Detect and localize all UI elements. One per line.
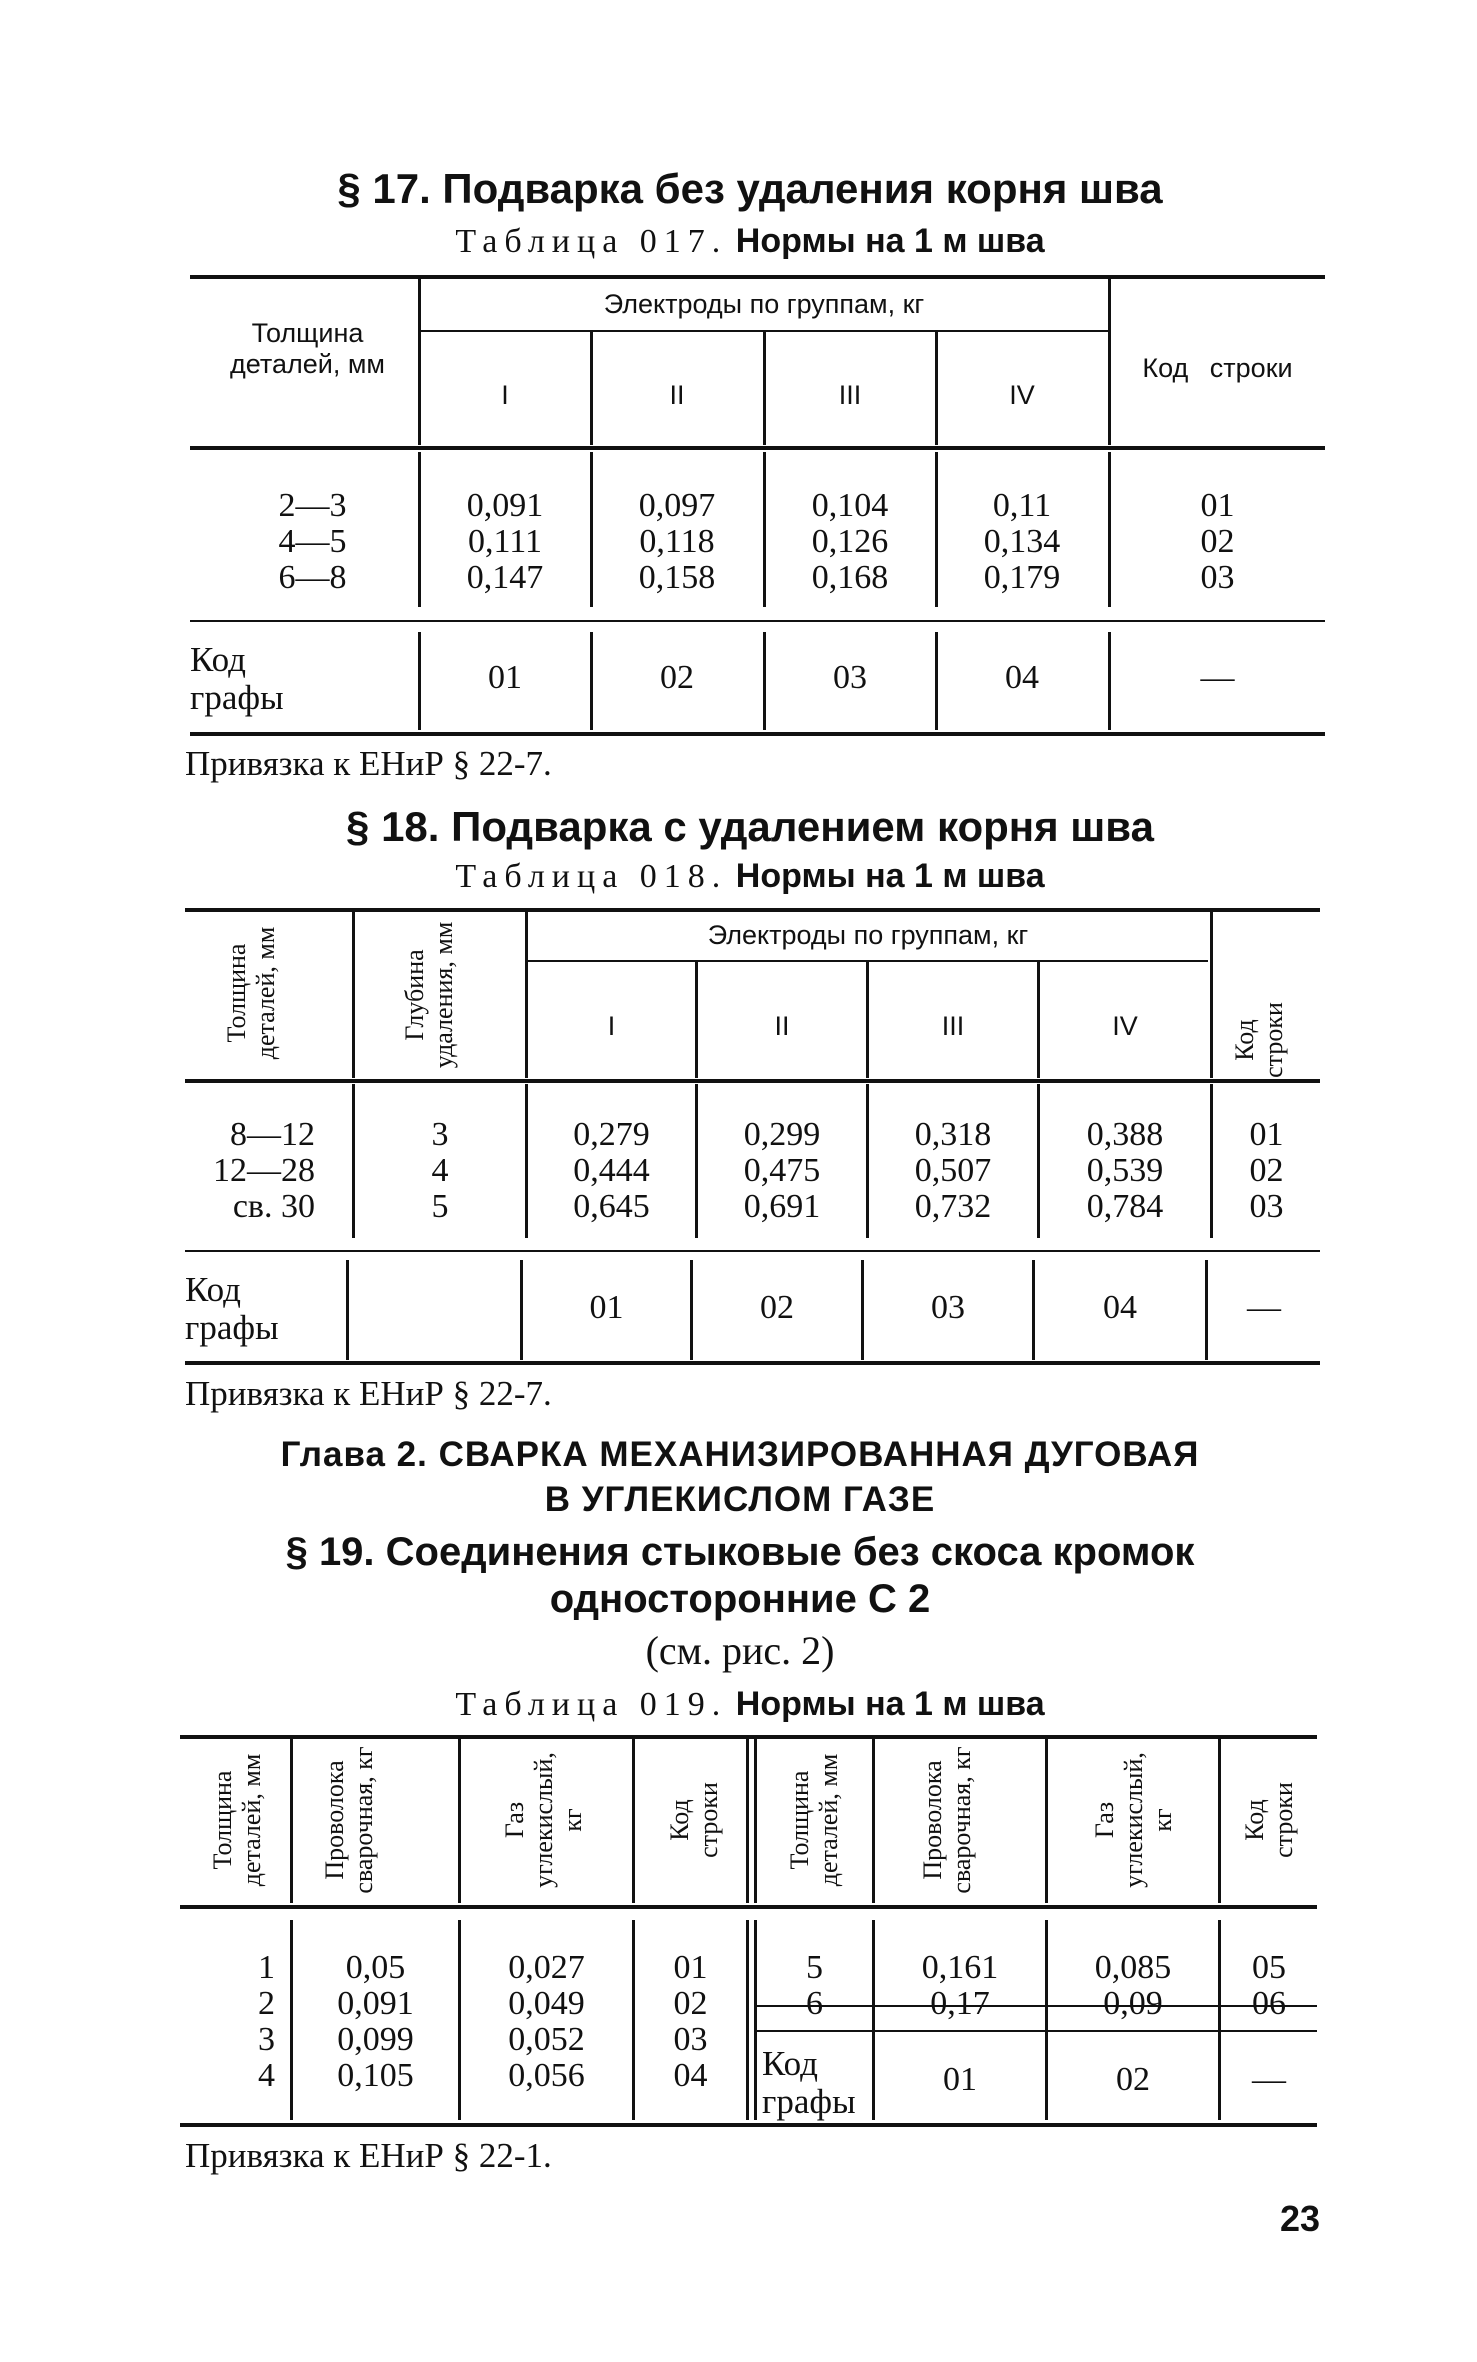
thickness-cell: 3 — [258, 2021, 275, 2058]
depth-cell: 3 — [431, 1116, 449, 1153]
value-cell: 0,279 — [573, 1116, 650, 1153]
chapter-title-line-2: В УГЛЕКИСЛОМ ГАЗЕ — [544, 1480, 936, 1519]
table-019-reference: Привязка к ЕНиР § 22-1. — [185, 2136, 552, 2175]
row-code-cell: 05 — [1252, 1949, 1286, 1986]
value-cell: 0,784 — [1086, 1188, 1164, 1225]
row-code-cell: 03 — [1200, 559, 1235, 596]
row-code-cell: 03 — [1249, 1188, 1284, 1225]
group-header: II — [774, 1011, 790, 1041]
row-code-cell: 02 — [1200, 523, 1235, 560]
thickness-cell: 6 — [806, 1985, 823, 2022]
wire-cell: 0,105 — [337, 2057, 414, 2094]
header-code: Код строки — [1142, 353, 1293, 383]
value-cell: 0,097 — [638, 487, 716, 524]
wire-cell: 0,161 — [921, 1949, 999, 1986]
wire-cell: 0,05 — [345, 1949, 406, 1986]
thickness-cell: 5 — [806, 1949, 823, 1986]
row-code-cell: 01 — [1200, 487, 1235, 524]
page-number: 23 — [1279, 2198, 1320, 2239]
section-19-subheading: (см. рис. 2) — [645, 1628, 835, 1673]
row-code-cell: 01 — [673, 1949, 708, 1986]
column-code-cell: 03 — [931, 1289, 965, 1326]
header-wire: Проволока сварочная, кг — [918, 1746, 976, 1894]
value-cell: 0,299 — [743, 1116, 821, 1153]
value-cell: 0,111 — [468, 523, 542, 560]
thickness-cell: 2—3 — [278, 487, 347, 524]
column-code-dash: — — [1200, 659, 1235, 696]
header-code: Код строки — [1230, 1002, 1288, 1078]
thickness-cell: 2 — [258, 1985, 275, 2022]
thickness-cell: 1 — [258, 1949, 275, 1986]
chapter-title-line-1: Глава 2. СВАРКА МЕХАНИЗИРОВАННАЯ ДУГОВАЯ — [280, 1435, 1200, 1474]
depth-cell: 4 — [431, 1152, 449, 1189]
gas-cell: 0,052 — [508, 2021, 585, 2058]
column-code-cell: 02 — [1116, 2061, 1150, 2098]
row-code-cell: 04 — [673, 2057, 708, 2094]
thickness-cell: 8—12 — [230, 1116, 315, 1153]
value-cell: 0,118 — [639, 523, 715, 560]
section-17-heading: § 17. Подварка без удаления корня шва — [337, 165, 1163, 212]
table-018-reference: Привязка к ЕНиР § 22-7. — [185, 1374, 552, 1413]
thickness-cell: 4 — [258, 2057, 275, 2094]
header-wire: Проволока сварочная, кг — [320, 1746, 378, 1894]
table-018-caption — [300, 857, 1200, 896]
column-code-label: Код графы — [190, 640, 284, 717]
section-19-heading-line-2: односторонние С 2 — [549, 1577, 931, 1621]
value-cell: 0,134 — [983, 523, 1061, 560]
table-017-caption-prefix: Таблица 017. — [455, 223, 728, 260]
value-cell: 0,168 — [811, 559, 889, 596]
column-code-cell: 01 — [943, 2061, 977, 2098]
value-cell: 0,179 — [983, 559, 1061, 596]
column-code-cell: 04 — [1005, 659, 1039, 696]
row-code-cell: 03 — [673, 2021, 708, 2058]
value-cell: 0,507 — [914, 1152, 992, 1189]
header-thickness: Толщина деталей, мм — [208, 1753, 266, 1887]
gas-cell: 0,027 — [508, 1949, 585, 1986]
table-019-caption-main: Нормы на 1 м шва — [735, 1685, 1045, 1723]
group-header: IV — [1009, 380, 1035, 410]
gas-cell: 0,085 — [1094, 1949, 1172, 1986]
table-019-caption — [300, 1685, 1200, 1724]
wire-cell: 0,091 — [337, 1985, 414, 2022]
header-thickness: Толщина деталей, мм — [222, 926, 280, 1060]
value-cell: 0,444 — [573, 1152, 650, 1189]
column-code-cell: 03 — [833, 659, 867, 696]
column-code-cell: 02 — [660, 659, 694, 696]
header-code: Код строки — [665, 1782, 723, 1858]
depth-cell: 5 — [431, 1188, 449, 1225]
value-cell: 0,318 — [914, 1116, 992, 1153]
value-cell: 0,645 — [573, 1188, 650, 1225]
gas-cell: 0,056 — [508, 2057, 585, 2094]
column-code-label: Код графы — [185, 1270, 279, 1347]
column-code-dash: — — [1252, 2061, 1286, 2098]
column-code-cell: 01 — [589, 1289, 624, 1326]
thickness-cell: 12—28 — [213, 1152, 315, 1189]
value-cell: 0,158 — [638, 559, 716, 596]
header-code: Код строки — [1240, 1782, 1298, 1858]
thickness-cell: св. 30 — [232, 1188, 315, 1225]
group-header: IV — [1112, 1011, 1138, 1041]
table-017-caption — [300, 222, 1200, 261]
value-cell: 0,691 — [743, 1188, 821, 1225]
table-019-caption-prefix: Таблица 019. — [455, 1686, 728, 1723]
group-header: I — [607, 1011, 616, 1041]
table-018-caption-prefix: Таблица 018. — [455, 858, 728, 895]
gas-cell: 0,09 — [1103, 1985, 1163, 2022]
column-code-cell: 04 — [1103, 1289, 1137, 1326]
header-gas: Газ углекислый, кг — [1090, 1752, 1177, 1888]
table-017-caption-main: Нормы на 1 м шва — [735, 222, 1045, 260]
table-018-caption-main: Нормы на 1 м шва — [735, 857, 1045, 895]
row-code-cell: 01 — [1249, 1116, 1284, 1153]
value-cell: 0,126 — [811, 523, 889, 560]
column-code-label: Код графы — [762, 2044, 856, 2121]
thickness-cell: 4—5 — [278, 523, 347, 560]
value-cell: 0,091 — [466, 487, 544, 524]
header-depth: Глубина удаления, мм — [400, 921, 458, 1069]
row-code-cell: 06 — [1252, 1985, 1286, 2022]
value-cell: 0,475 — [743, 1152, 821, 1189]
group-header: II — [669, 380, 685, 410]
value-cell: 0,11 — [992, 487, 1052, 524]
row-code-cell: 02 — [1249, 1152, 1284, 1189]
column-code-dash: — — [1247, 1289, 1281, 1326]
thickness-cell: 6—8 — [278, 559, 347, 596]
value-cell: 0,104 — [811, 487, 889, 524]
section-18-heading: § 18. Подварка с удалением корня шва — [346, 803, 1154, 850]
column-code-cell: 01 — [488, 659, 522, 696]
group-header: I — [501, 380, 509, 410]
header-electrodes: Электроды по группам, кг — [603, 289, 925, 319]
group-header: III — [941, 1011, 965, 1041]
header-thickness: Толщина деталей, мм — [230, 318, 385, 379]
value-cell: 0,388 — [1086, 1116, 1164, 1153]
wire-cell: 0,17 — [930, 1985, 990, 2022]
value-cell: 0,147 — [466, 559, 544, 596]
row-code-cell: 02 — [673, 1985, 708, 2022]
group-header: III — [838, 380, 862, 410]
value-cell: 0,539 — [1086, 1152, 1164, 1189]
gas-cell: 0,049 — [508, 1985, 585, 2022]
header-electrodes: Электроды по группам, кг — [707, 920, 1029, 950]
section-19-heading-line-1: § 19. Соединения стыковые без скоса кромок — [285, 1530, 1195, 1574]
value-cell: 0,732 — [914, 1188, 992, 1225]
wire-cell: 0,099 — [337, 2021, 414, 2058]
header-thickness: Толщина деталей, мм — [785, 1753, 843, 1887]
header-gas: Газ углекислый, кг — [500, 1752, 587, 1888]
table-017-reference: Привязка к ЕНиР § 22-7. — [185, 744, 552, 783]
column-code-cell: 02 — [760, 1289, 794, 1326]
